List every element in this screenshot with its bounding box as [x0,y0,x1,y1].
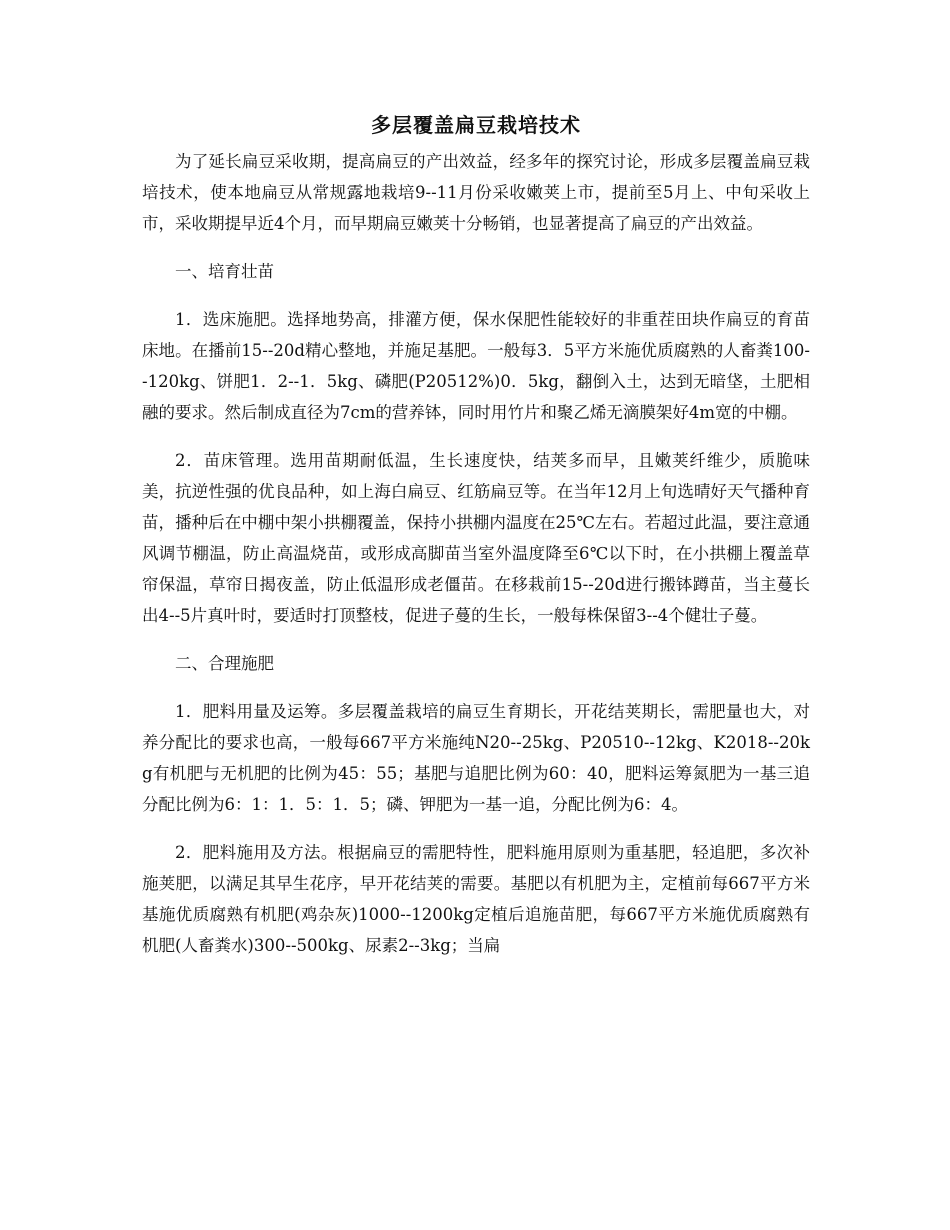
document-title: 多层覆盖扁豆栽培技术 [371,113,581,137]
section1-paragraph-2: 2．苗床管理。选用苗期耐低温，生长速度快，结荚多而早，且嫩荚纤维少，质脆味美，抗逆性强的优良品种，如上海白扁豆、红筋扁豆等。在当年12月上旬选晴好天气播种育苗，播种后在中棚中架小拱棚覆盖，保持小拱棚内温度在25℃左右。若超过此温，要注意通风调节棚温，防止高温烧苗，或形成高脚苗当室外温度降至6℃以下时，在小拱棚上覆盖草帘保温，草帘日揭夜盖，防止低温形成老僵苗。在移栽前15--20d进行搬钵蹲苗，当主蔓长出4--5片真叶时，要适时打顶整枝，促进子蔓的生长，一般每株保留3--4个健壮子蔓。 [142,451,810,625]
section2-paragraph-1: 1．肥料用量及运筹。多层覆盖栽培的扁豆生育期长，开花结荚期长，需肥量也大，对养分配比的要求也高，一般每667平方米施纯N20--25kg、P20510--12kg、K2018--20kg有机肥与无机肥的比例为45：55；基肥与追肥比例为60：40，肥料运筹氮肥为一基三追分配比例为6：1：1．5：1．5；磷、钾肥为一基一追，分配比例为6：4。 [142,702,810,814]
section2-paragraph-2: 2．肥料施用及方法。根据扁豆的需肥特性，肥料施用原则为重基肥，轻追肥，多次补施荚肥，以满足其早生花序，早开花结荚的需要。基肥以有机肥为主，定植前每667平方米基施优质腐熟有机肥(鸡杂灰)1000--1200kg定植后追施苗肥，每667平方米施优质腐熟有机肥(人畜粪水)300--500kg、尿素2--3kg；当扁 [142,843,810,955]
document-body [142,110,810,978]
intro-paragraph: 为了延长扁豆采收期，提高扁豆的产出效益，经多年的探究讨论，形成多层覆盖扁豆栽培技术，使本地扁豆从常规露地栽培9--11月份采收嫩荚上市，提前至5月上、中旬采收上市，采收期提早近4个月，而早期扁豆嫩荚十分畅销，也显著提高了扁豆的产出效益。 [142,152,810,233]
section1-paragraph-1: 1．选床施肥。选择地势高，排灌方便，保水保肥性能较好的非重茬田块作扁豆的育苗床地。在播前15--20d精心整地，并施足基肥。一般每3．5平方米施优质腐熟的人畜粪100--120kg、饼肥1．2--1．5kg、磷肥(P20512%)0．5kg，翻倒入土，达到无暗垡，土肥相融的要求。然后制成直径为7cm的营养钵，同时用竹片和聚乙烯无滴膜架好4m宽的中棚。 [142,310,810,422]
section-heading-2: 二、合理施肥 [175,654,274,673]
section-heading-1: 一、培育壮苗 [175,262,274,281]
